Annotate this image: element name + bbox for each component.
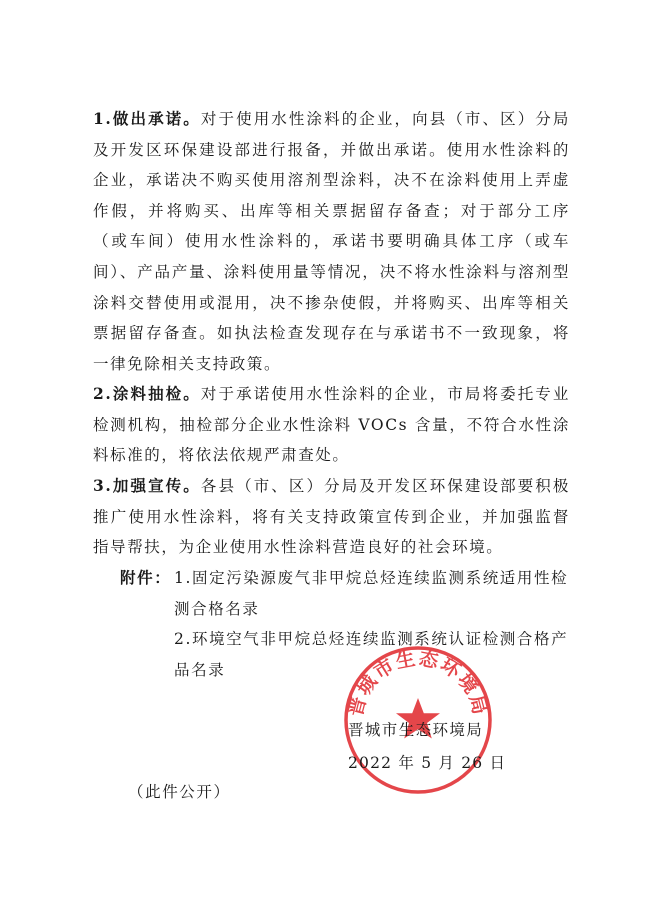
paragraph-heading: 3.加强宣传。	[93, 476, 201, 495]
attachment-item: 1.固定污染源废气非甲烷总烃连续监测系统适用性检测合格名录	[174, 569, 569, 618]
attachment-item: 2.环境空气非甲烷总烃连续监测系统认证检测合格产品名录	[174, 630, 569, 679]
paragraph-body: 对于承诺使用水性涂料的企业，市局将委托专业检测机构，抽检部分企业水性涂料 VOCs 含量，不符合水性涂料标准的，将依法依规严肃查处。	[93, 385, 570, 465]
signature-date: 2022 年 5 月 26 日	[348, 754, 507, 772]
paragraph-commitment	[93, 104, 570, 379]
paragraph-body: 对于使用水性涂料的企业，向县（市、区）分局及开发区环保建设部进行报备，并做出承诺。使用水性涂料的企业，承诺决不购买使用溶剂型涂料，决不在涂料使用上弄虚作假，并将购买、出库等相关票据留存备查；对于部分工序（或车间）使用水性涂料的，承诺书要明确具体工序（或车间）、产品产量、涂料使用量等情况，决不将水性涂料与溶剂型涂料交替使用或混用，决不掺杂使假，并将购买、出库等相关票据留存备查。如执法检查发现存在与承诺书不一致现象，将一律免除相关支持政策。	[93, 110, 570, 373]
public-notice: （此件公开）	[128, 783, 231, 801]
svg-text:晋城市生态环境局: 晋城市生态环境局	[344, 647, 492, 719]
paragraph-sampling	[93, 379, 570, 471]
paragraph-heading: 1.做出承诺。	[93, 109, 201, 128]
paragraph-heading: 2.涂料抽检。	[93, 384, 201, 403]
paragraph-publicity	[93, 471, 570, 563]
paragraph-body: 各县（市、区）分局及开发区环保建设部要积极推广使用水性涂料，将有关支持政策宣传到企业，并加强监督指导帮扶，为企业使用水性涂料营造良好的社会环境。	[93, 477, 570, 557]
attachments-label: 附件：	[120, 568, 172, 587]
signature-organization: 晋城市生态环境局	[348, 721, 484, 739]
